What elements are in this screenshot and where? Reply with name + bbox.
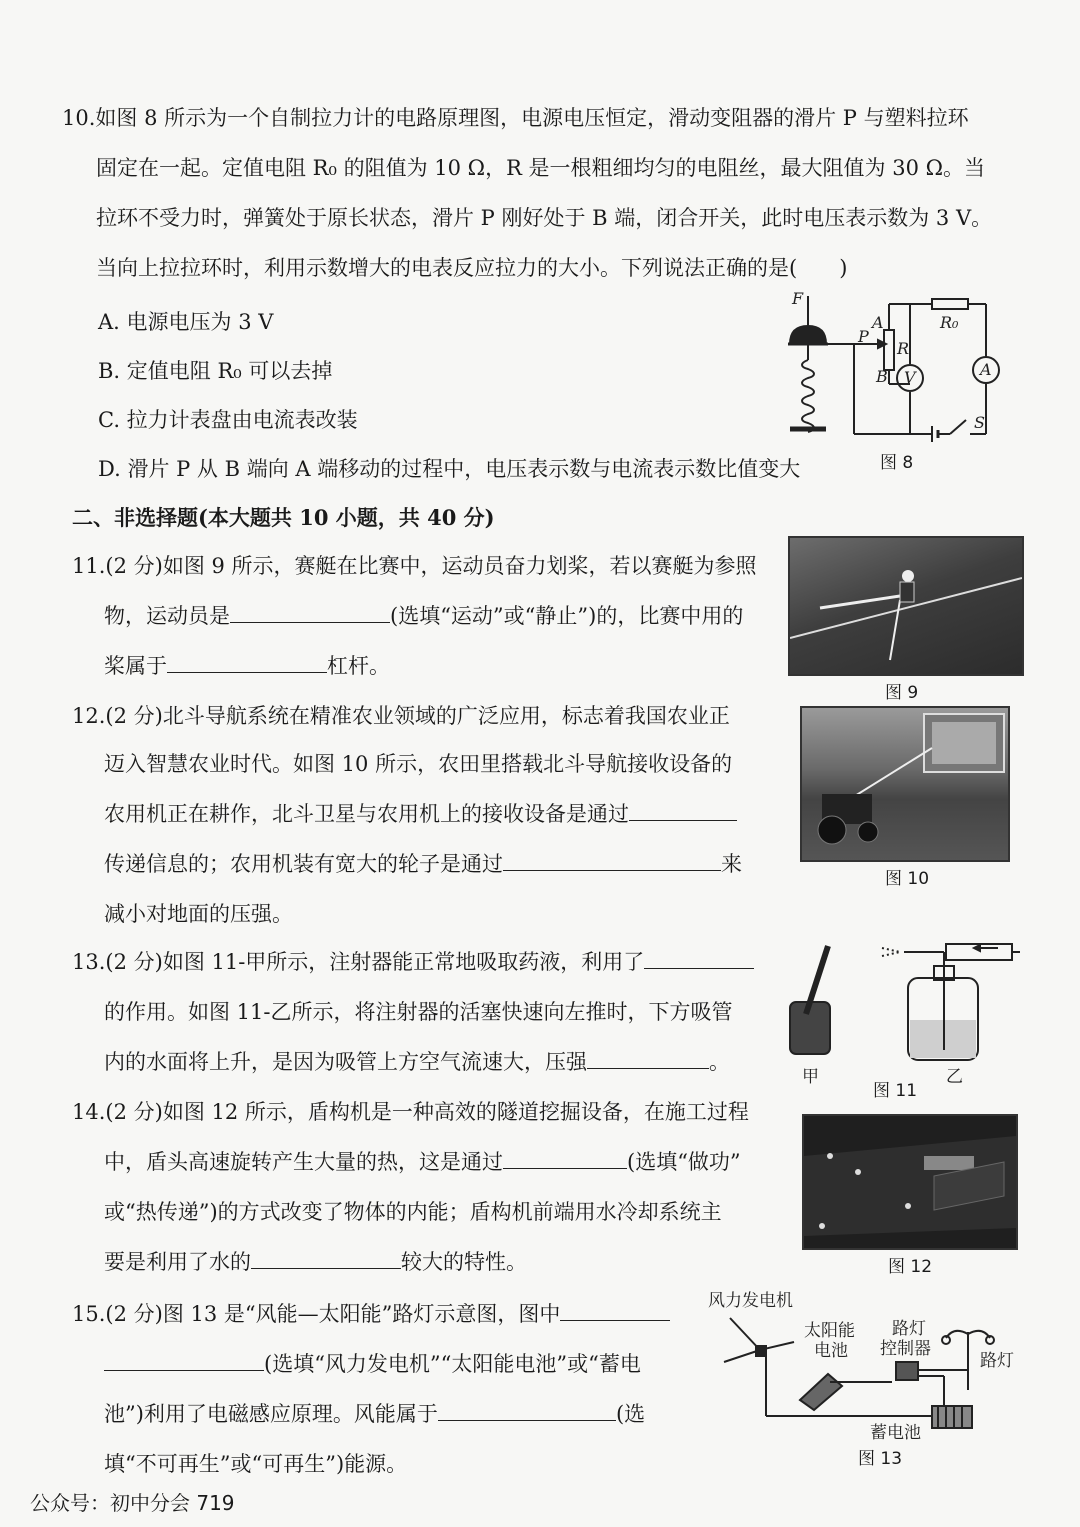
q11-line-1: 11.(2 分)如图 9 所示，赛艇在比赛中，运动员奋力划桨，若以赛艇为参照	[72, 554, 757, 578]
figure-10-tractor-photo	[800, 706, 1010, 862]
fig8-label-r: R	[897, 339, 910, 358]
q10-line-1: 10.如图 8 所示为一个自制拉力计的电路原理图，电源电压恒定，滑动变阻器的滑片 P 与塑料拉环	[62, 106, 969, 130]
q15-blank-2[interactable]	[438, 1400, 616, 1421]
q14-line-3: 或“热传递”)的方式改变了物体的内能；盾构机前端用水冷却系统主	[104, 1200, 722, 1224]
q14-text-2b: (选填“做功”	[627, 1150, 741, 1174]
figure-9-caption: 图 9	[885, 683, 919, 703]
q14-text-4b: 较大的特性。	[401, 1250, 527, 1274]
figure-8-circuit	[780, 288, 1010, 448]
footer-watermark: 公众号：初中分会 719	[30, 1491, 235, 1515]
figure-9-rowing-photo	[788, 536, 1024, 676]
q11-text-2b: (选填“运动”或“静止”)的，比赛中用的	[390, 604, 744, 628]
fig13-label-solar-1: 太阳能	[804, 1321, 855, 1341]
fig8-label-f: F	[792, 289, 804, 308]
fig11-label-yi: 乙	[946, 1067, 963, 1087]
q12-line-4	[104, 850, 742, 878]
q10-option-c: C. 拉力计表盘由电流表改装	[98, 408, 358, 432]
figure-12-caption: 图 12	[888, 1257, 933, 1277]
q10-line-3: 拉环不受力时，弹簧处于原长状态，滑片 P 刚好处于 B 端，闭合开关，此时电压表示数为 3 V。	[96, 206, 993, 230]
q11-blank-2[interactable]	[167, 652, 327, 673]
q15-text-3b: (选	[615, 1402, 646, 1426]
q12-line-1: 12.(2 分)北斗导航系统在精准农业领域的广泛应用，标志着我国农业正	[72, 704, 730, 728]
fig13-label-battery: 蓄电池	[870, 1423, 921, 1443]
fig8-label-r0: R₀	[940, 313, 959, 332]
fig13-label-controller-1: 路灯	[892, 1319, 926, 1339]
q13-text-3a: 内的水面将上升，是因为吸管上方空气流速大，压强	[104, 1050, 587, 1074]
q11-text-3b: 杠杆。	[327, 654, 390, 678]
figure-13-caption: 图 13	[858, 1449, 903, 1469]
fig8-label-p: P	[858, 327, 869, 346]
q11-text-3a: 桨属于	[104, 654, 167, 678]
section-2-title: 二、非选择题(本大题共 10 小题，共 40 分)	[72, 505, 495, 530]
fig8-ammeter: A	[980, 360, 992, 379]
q14-line-4	[104, 1248, 527, 1276]
q10-line-4: 当向上拉拉环时，利用示数增大的电表反应拉力的大小。下列说法正确的是( )	[96, 256, 848, 280]
q13-line-1	[72, 948, 754, 976]
q13-blank-2[interactable]	[587, 1048, 709, 1069]
fig13-label-lamp: 路灯	[980, 1351, 1014, 1371]
q11-line-2	[104, 602, 743, 630]
q14-blank-2[interactable]	[251, 1248, 401, 1269]
fig8-label-b: B	[876, 367, 888, 386]
q12-line-2: 迈入智慧农业时代。如图 10 所示，农田里搭载北斗导航接收设备的	[104, 752, 733, 776]
q12-text-4a: 传递信息的；农用机装有宽大的轮子是通过	[104, 852, 503, 876]
q12-text-4b: 来	[721, 852, 742, 876]
figure-11-caption: 图 11	[873, 1081, 918, 1101]
q13-text-3b: 。	[709, 1050, 730, 1074]
q10-option-a: A. 电源电压为 3 V	[98, 310, 274, 334]
fig8-voltmeter: V	[904, 368, 916, 387]
q13-blank-1[interactable]	[644, 948, 754, 969]
figure-10-caption: 图 10	[885, 869, 930, 889]
q14-text-2a: 中，盾头高速旋转产生大量的热，这是通过	[104, 1150, 503, 1174]
fig13-label-controller-2: 控制器	[880, 1339, 931, 1359]
fig8-label-s: S	[974, 413, 985, 432]
q15-line-4: 填“不可再生”或“可再生”)能源。	[104, 1452, 408, 1476]
q11-line-3	[104, 652, 390, 680]
q12-line-3	[104, 800, 737, 828]
q15-text-2b: (选填“风力发电机”“太阳能电池”或“蓄电	[264, 1352, 641, 1376]
q15-blank-1a[interactable]	[560, 1300, 670, 1321]
q11-text-2a: 物，运动员是	[104, 604, 230, 628]
q15-text-1a: 15.(2 分)图 13 是“风能—太阳能”路灯示意图，图中	[72, 1302, 561, 1326]
q12-line-5: 减小对地面的压强。	[104, 902, 293, 926]
figure-12-tunnel-boring-machine-photo	[802, 1114, 1018, 1250]
q14-text-4a: 要是利用了水的	[104, 1250, 251, 1274]
q15-line-1	[72, 1300, 670, 1328]
q10-option-b: B. 定值电阻 R₀ 可以去掉	[98, 359, 333, 383]
q10-line-2: 固定在一起。定值电阻 R₀ 的阻值为 10 Ω，R 是一根粗细均匀的电阻丝，最大阻值为 30 Ω。当	[96, 156, 986, 180]
fig8-label-a: A	[872, 313, 884, 332]
q13-line-3	[104, 1048, 730, 1076]
fig13-label-solar-2: 电池	[814, 1341, 848, 1361]
q13-text-1a: 13.(2 分)如图 11-甲所示，注射器能正常地吸取药液，利用了	[72, 950, 645, 974]
q11-blank-1[interactable]	[230, 602, 390, 623]
q15-blank-1b[interactable]	[104, 1350, 264, 1371]
q14-blank-1[interactable]	[503, 1148, 627, 1169]
q14-line-2	[104, 1148, 741, 1176]
fig13-label-wind-turbine: 风力发电机	[708, 1291, 793, 1311]
figure-8-caption: 图 8	[880, 453, 914, 473]
q10-option-d: D. 滑片 P 从 B 端向 A 端移动的过程中，电压表示数与电流表示数比值变大	[98, 457, 801, 481]
q14-line-1: 14.(2 分)如图 12 所示，盾构机是一种高效的隧道挖掘设备，在施工过程	[72, 1100, 749, 1124]
q15-line-2	[104, 1350, 641, 1378]
q15-text-3a: 池”)利用了电磁感应原理。风能属于	[104, 1402, 438, 1426]
figure-11-syringe-diagrams	[784, 938, 1020, 1088]
q15-line-3	[104, 1400, 645, 1428]
q13-line-2: 的作用。如图 11-乙所示，将注射器的活塞快速向左推时，下方吸管	[104, 1000, 733, 1024]
q12-text-3a: 农用机正在耕作，北斗卫星与农用机上的接收设备是通过	[104, 802, 629, 826]
q12-blank-1[interactable]	[629, 800, 737, 821]
q12-blank-2[interactable]	[503, 850, 721, 871]
fig11-label-jia: 甲	[802, 1067, 819, 1087]
figure-13-street-lamp-diagram	[700, 1290, 1030, 1450]
